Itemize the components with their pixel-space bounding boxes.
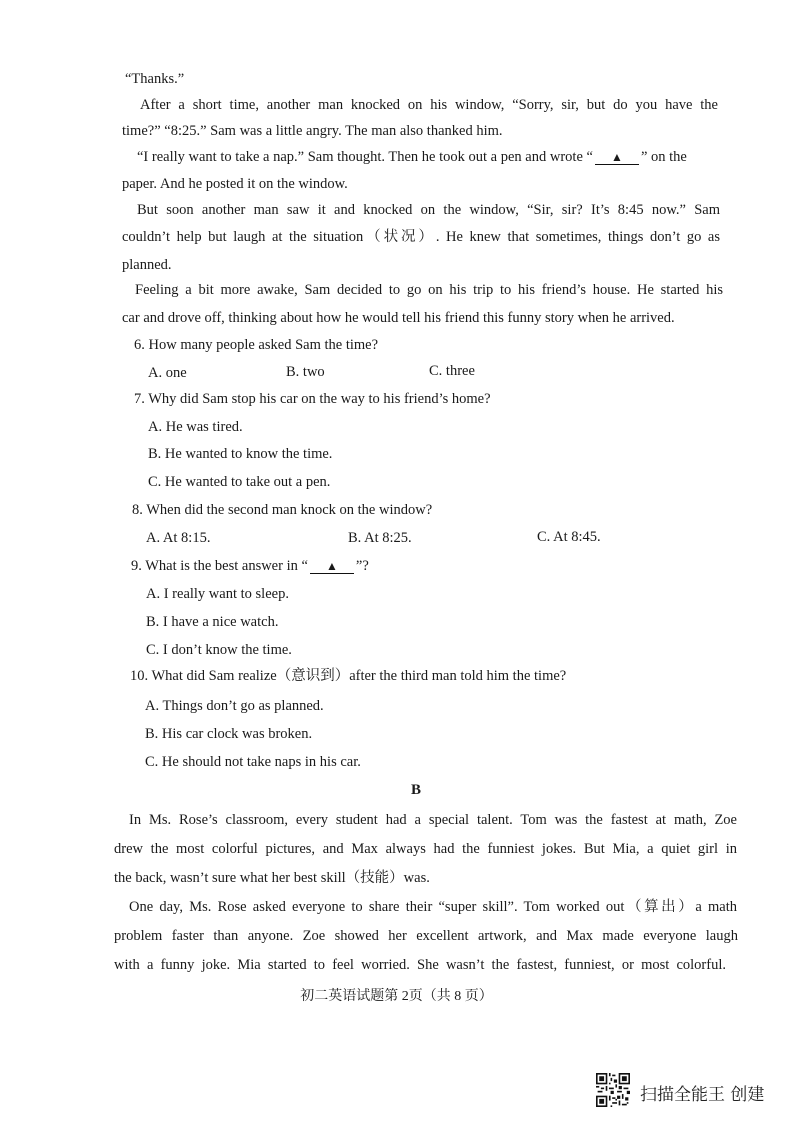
answer-option[interactable]: A. one (148, 365, 187, 381)
passage-line: Feeling a bit more awake, Sam decided to go on his trip to his friend’s house. He started his (135, 282, 723, 298)
answer-option[interactable]: B. At 8:25. (348, 530, 412, 546)
answer-blank (595, 150, 639, 165)
passage-line: couldn’t help but laugh at the situation（状况）. He knew that sometimes, things don’t go as (122, 229, 720, 245)
passage-line: In Ms. Rose’s classroom, every student had a special talent. Tom was the fastest at math, Zoe (129, 812, 737, 828)
passage-line: paper. And he posted it on the window. (122, 176, 348, 192)
passage-line: with a funny joke. Mia started to feel worried. She wasn’t the fastest, funniest, or most colorful. (114, 957, 726, 973)
answer-option[interactable]: A. I really want to sleep. (146, 586, 289, 602)
passage-line: drew the most colorful pictures, and Max always had the funniest jokes. But Mia, a quiet girl in (114, 841, 737, 857)
question-text: ”? (355, 558, 369, 574)
page-footer: 初二英语试题第 2页（共 8 页） (300, 989, 493, 1004)
answer-option[interactable]: A. Things don’t go as planned. (145, 698, 324, 714)
triangle-icon: ▲ (610, 150, 623, 164)
answer-option[interactable]: C. He wanted to take out a pen. (148, 474, 331, 490)
answer-option[interactable]: B. I have a nice watch. (146, 614, 279, 630)
answer-option[interactable]: C. three (429, 363, 475, 379)
answer-option[interactable]: C. At 8:45. (537, 529, 601, 545)
answer-option[interactable]: A. At 8:15. (146, 530, 211, 546)
question-stem: 10. What did Sam realize（意识到）after the third man told him the time? (130, 668, 567, 684)
scanner-watermark: 扫描全能王 创建 (640, 1085, 765, 1105)
answer-blank (310, 559, 354, 574)
passage-line: time?” “8:25.” Sam was a little angry. The man also thanked him. (122, 123, 503, 139)
passage-text: “I really want to take a nap.” Sam thought. Then he took out a pen and wrote “ (137, 149, 593, 165)
answer-option[interactable]: B. He wanted to know the time. (148, 446, 333, 462)
passage-line: “Thanks.” (125, 71, 185, 87)
answer-option[interactable]: A. He was tired. (148, 419, 243, 435)
passage-text: ” on the (640, 149, 687, 165)
passage-line: After a short time, another man knocked on his window, “Sorry, sir, but do you have the (140, 97, 718, 113)
passage-line: But soon another man saw it and knocked on the window, “Sir, sir? It’s 8:45 now.” Sam (137, 202, 720, 218)
triangle-icon: ▲ (325, 559, 338, 573)
answer-option[interactable]: C. He should not take naps in his car. (145, 754, 361, 770)
passage-line: problem faster than anyone. Zoe showed her excellent artwork, and Max made everyone laugh (114, 928, 738, 944)
passage-line: planned. (122, 257, 172, 273)
passage-line: car and drove off, thinking about how he would tell his friend this funny story when he arrived. (122, 310, 675, 326)
question-text: 9. What is the best answer in “ (131, 558, 308, 574)
section-heading: B (411, 782, 422, 798)
passage-line (137, 148, 719, 166)
question-stem: 6. How many people asked Sam the time? (134, 337, 379, 353)
answer-option[interactable]: C. I don’t know the time. (146, 642, 292, 658)
answer-option[interactable]: B. His car clock was broken. (145, 726, 313, 742)
answer-option[interactable]: B. two (286, 364, 325, 380)
question-stem: 8. When did the second man knock on the window? (132, 502, 433, 518)
passage-line: One day, Ms. Rose asked everyone to share their “super skill”. Tom worked out（算出）a math (129, 899, 737, 915)
question-stem (131, 557, 369, 575)
qr-code-icon (596, 1073, 630, 1107)
question-stem: 7. Why did Sam stop his car on the way to his friend’s home? (134, 391, 491, 407)
passage-line: the back, wasn’t sure what her best skill（技能）was. (114, 870, 430, 886)
